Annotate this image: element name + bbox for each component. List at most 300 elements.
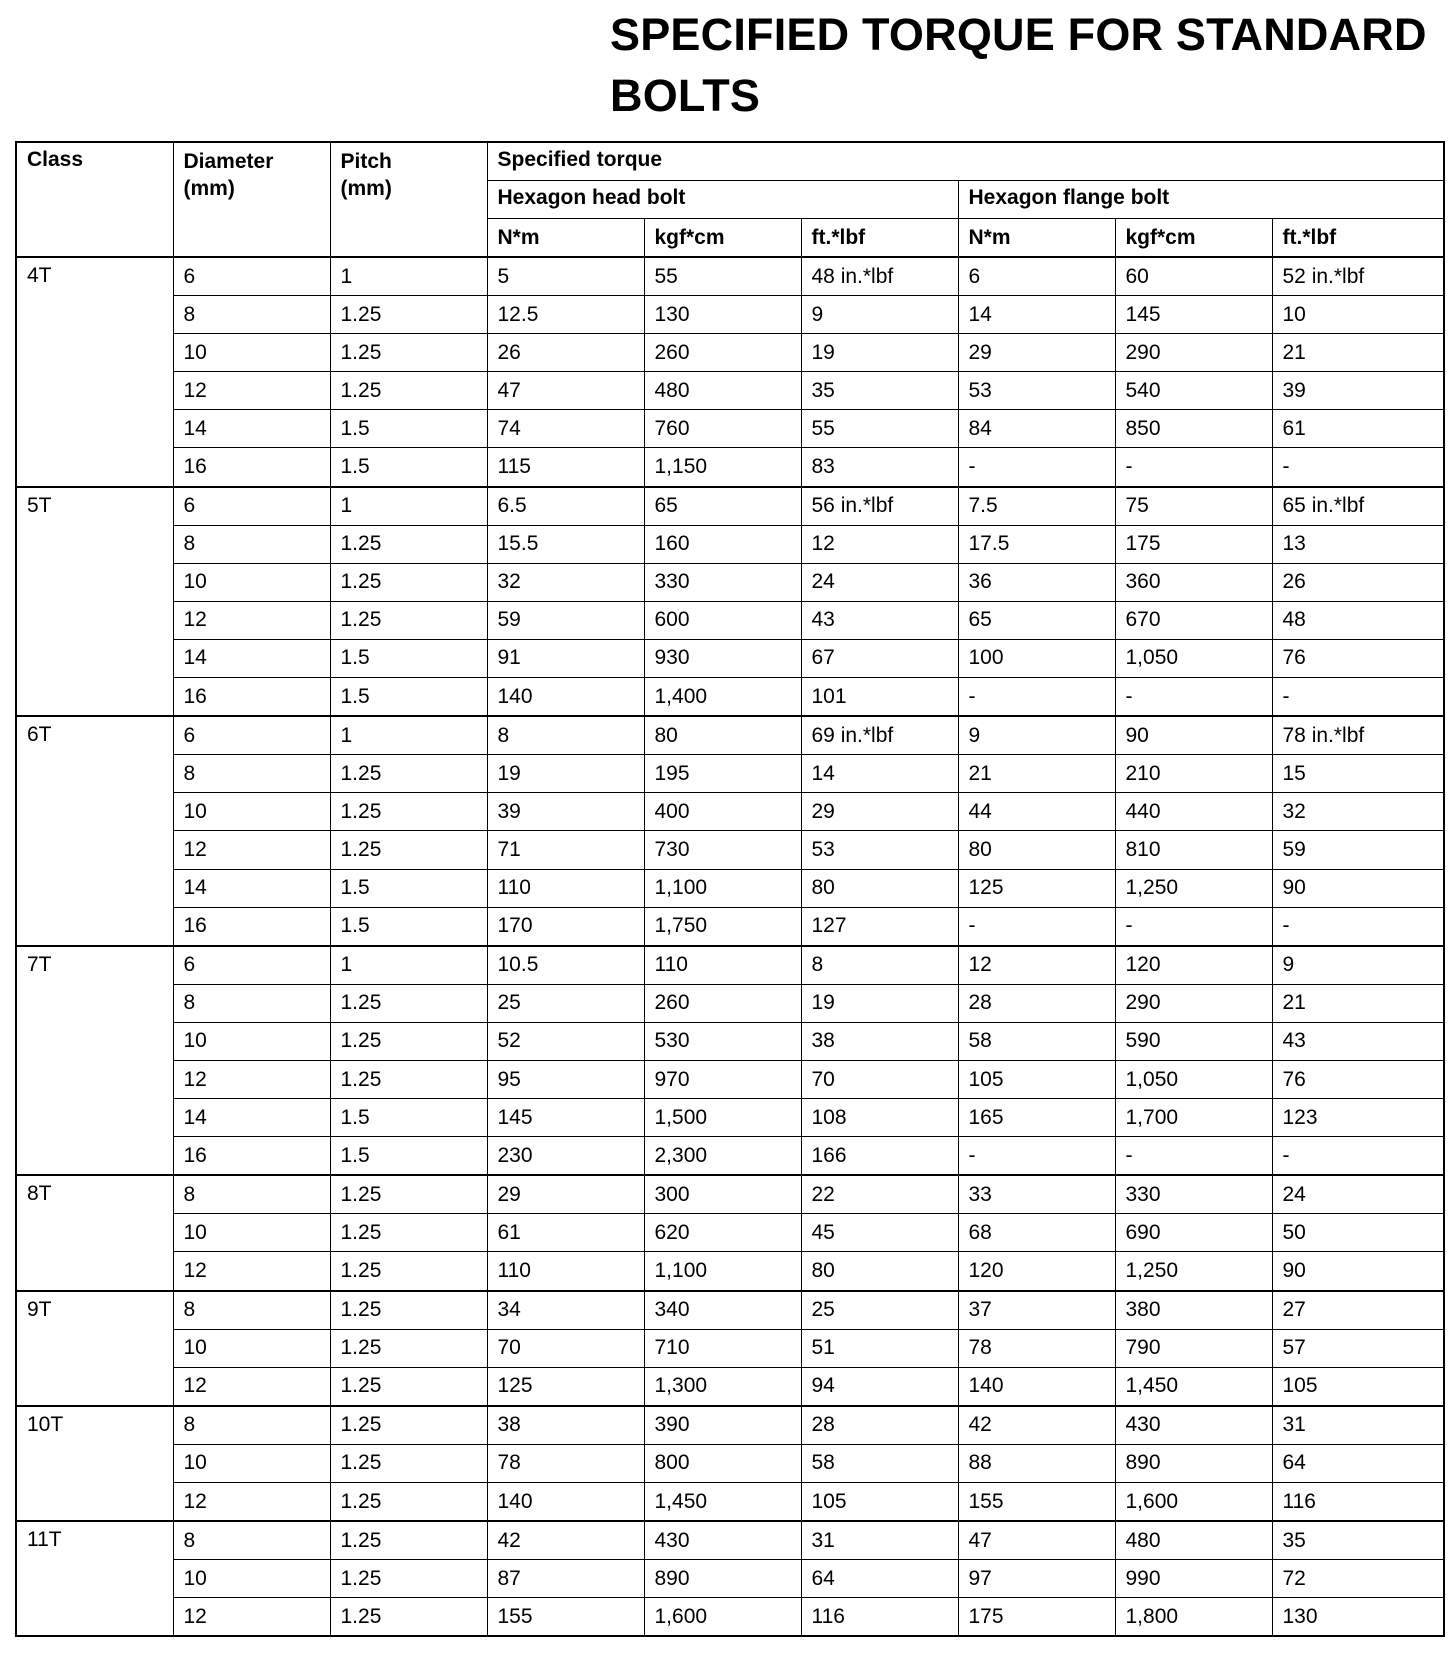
diameter-cell: 6	[173, 257, 330, 296]
flange-nm-cell: 78	[958, 1329, 1115, 1367]
flange-ftlbf-cell: 26	[1272, 563, 1444, 601]
head-nm-cell: 47	[487, 372, 644, 410]
flange-nm-cell: 84	[958, 410, 1115, 448]
pitch-cell: 1.25	[330, 1252, 487, 1291]
pitch-cell: 1.25	[330, 984, 487, 1022]
head-kgfcm-cell: 1,450	[644, 1483, 801, 1522]
table-row	[16, 831, 1444, 869]
head-kgfcm-cell: 930	[644, 639, 801, 677]
diameter-cell: 12	[173, 831, 330, 869]
flange-ftlbf-cell: 9	[1272, 946, 1444, 985]
flange-kgfcm-cell: 75	[1115, 487, 1272, 526]
flange-kgfcm-cell: 480	[1115, 1521, 1272, 1560]
flange-ftlbf-cell: 123	[1272, 1099, 1444, 1137]
pitch-cell: 1.5	[330, 448, 487, 487]
flange-nm-cell: 140	[958, 1367, 1115, 1406]
diameter-cell: 12	[173, 601, 330, 639]
flange-kgfcm-cell: 690	[1115, 1214, 1272, 1252]
head-kgfcm-cell: 330	[644, 563, 801, 601]
class-cell: 9T	[16, 1291, 173, 1406]
pitch-cell: 1.25	[330, 1483, 487, 1522]
head-kgfcm-cell: 300	[644, 1175, 801, 1214]
flange-kgfcm-cell: 990	[1115, 1560, 1272, 1598]
pitch-cell: 1.25	[330, 755, 487, 793]
flange-nm-cell: 14	[958, 296, 1115, 334]
table-row	[16, 678, 1444, 717]
pitch-cell: 1.25	[330, 1598, 487, 1637]
head-nm-cell: 39	[487, 793, 644, 831]
diameter-cell: 8	[173, 984, 330, 1022]
table-row	[16, 448, 1444, 487]
table-row	[16, 257, 1444, 296]
flange-kgfcm-cell: 1,800	[1115, 1598, 1272, 1637]
head-kgfcm-cell: 1,100	[644, 1252, 801, 1291]
table-row	[16, 1483, 1444, 1522]
flange-ftlbf-cell: 90	[1272, 869, 1444, 907]
table-row	[16, 639, 1444, 677]
pitch-cell: 1.5	[330, 678, 487, 717]
head-kgfcm-cell: 890	[644, 1560, 801, 1598]
flange-nm-cell: 12	[958, 946, 1115, 985]
pitch-cell: 1.5	[330, 639, 487, 677]
table-row	[16, 525, 1444, 563]
head-nm-cell: 59	[487, 601, 644, 639]
pitch-cell: 1.25	[330, 831, 487, 869]
pitch-cell: 1.25	[330, 601, 487, 639]
diameter-cell: 8	[173, 296, 330, 334]
head-ftlbf-cell: 69 in.*lbf	[801, 716, 958, 755]
pitch-cell: 1.5	[330, 1099, 487, 1137]
flange-ftlbf-cell: -	[1272, 448, 1444, 487]
head-nm-cell: 42	[487, 1521, 644, 1560]
head-ftlbf-cell: 31	[801, 1521, 958, 1560]
flange-ftlbf-cell: 52 in.*lbf	[1272, 257, 1444, 296]
flange-nm-cell: 42	[958, 1406, 1115, 1445]
head-kgfcm-cell: 160	[644, 525, 801, 563]
flange-nm-cell: 165	[958, 1099, 1115, 1137]
table-row	[16, 410, 1444, 448]
head-ftlbf-cell: 48 in.*lbf	[801, 257, 958, 296]
flange-ftlbf-cell: 31	[1272, 1406, 1444, 1445]
table-row	[16, 869, 1444, 907]
header-pitch-label: Pitch	[340, 150, 392, 173]
head-kgfcm-cell: 710	[644, 1329, 801, 1367]
diameter-cell: 8	[173, 1291, 330, 1330]
flange-ftlbf-cell: -	[1272, 1137, 1444, 1176]
diameter-cell: 6	[173, 487, 330, 526]
flange-nm-cell: -	[958, 448, 1115, 487]
head-nm-cell: 52	[487, 1022, 644, 1060]
flange-nm-cell: 28	[958, 984, 1115, 1022]
class-group-4t	[16, 257, 1444, 487]
flange-nm-cell: 120	[958, 1252, 1115, 1291]
pitch-cell: 1	[330, 257, 487, 296]
diameter-cell: 12	[173, 1367, 330, 1406]
flange-kgfcm-cell: 670	[1115, 601, 1272, 639]
diameter-cell: 12	[173, 372, 330, 410]
flange-kgfcm-cell: 590	[1115, 1022, 1272, 1060]
head-nm-cell: 29	[487, 1175, 644, 1214]
flange-ftlbf-cell: 32	[1272, 793, 1444, 831]
flange-nm-cell: 21	[958, 755, 1115, 793]
diameter-cell: 12	[173, 1060, 330, 1098]
head-nm-cell: 78	[487, 1444, 644, 1482]
head-ftlbf-cell: 8	[801, 946, 958, 985]
head-ftlbf-cell: 116	[801, 1598, 958, 1637]
head-kgfcm-cell: 400	[644, 793, 801, 831]
class-cell: 8T	[16, 1175, 173, 1290]
head-nm-cell: 10.5	[487, 946, 644, 985]
diameter-cell: 16	[173, 448, 330, 487]
pitch-cell: 1	[330, 946, 487, 985]
head-kgfcm-cell: 390	[644, 1406, 801, 1445]
head-nm-cell: 19	[487, 755, 644, 793]
flange-kgfcm-cell: 90	[1115, 716, 1272, 755]
head-nm-cell: 32	[487, 563, 644, 601]
diameter-cell: 12	[173, 1598, 330, 1637]
pitch-cell: 1.25	[330, 525, 487, 563]
class-group-9t	[16, 1291, 1444, 1406]
head-nm-cell: 34	[487, 1291, 644, 1330]
header-pitch-unit: (mm)	[340, 177, 392, 200]
table-row	[16, 1214, 1444, 1252]
diameter-cell: 10	[173, 334, 330, 372]
header-hexagon-head-bolt: Hexagon head bolt	[487, 181, 958, 219]
header-unit-head-kgfcm: kgf*cm	[644, 219, 801, 258]
flange-nm-cell: 58	[958, 1022, 1115, 1060]
pitch-cell: 1.25	[330, 372, 487, 410]
pitch-cell: 1.25	[330, 1521, 487, 1560]
table-row	[16, 946, 1444, 985]
flange-nm-cell: 80	[958, 831, 1115, 869]
pitch-cell: 1.25	[330, 563, 487, 601]
flange-nm-cell: 88	[958, 1444, 1115, 1482]
flange-ftlbf-cell: 48	[1272, 601, 1444, 639]
head-kgfcm-cell: 2,300	[644, 1137, 801, 1176]
flange-ftlbf-cell: 15	[1272, 755, 1444, 793]
flange-nm-cell: 175	[958, 1598, 1115, 1637]
flange-kgfcm-cell: 380	[1115, 1291, 1272, 1330]
flange-kgfcm-cell: 790	[1115, 1329, 1272, 1367]
head-kgfcm-cell: 620	[644, 1214, 801, 1252]
flange-nm-cell: 105	[958, 1060, 1115, 1098]
table-row	[16, 1175, 1444, 1214]
table-row	[16, 1022, 1444, 1060]
flange-kgfcm-cell: 145	[1115, 296, 1272, 334]
flange-ftlbf-cell: -	[1272, 907, 1444, 946]
flange-kgfcm-cell: 330	[1115, 1175, 1272, 1214]
head-kgfcm-cell: 800	[644, 1444, 801, 1482]
table-row	[16, 984, 1444, 1022]
diameter-cell: 10	[173, 1214, 330, 1252]
head-ftlbf-cell: 64	[801, 1560, 958, 1598]
flange-kgfcm-cell: 540	[1115, 372, 1272, 410]
flange-kgfcm-cell: 360	[1115, 563, 1272, 601]
pitch-cell: 1.25	[330, 1291, 487, 1330]
flange-kgfcm-cell: 290	[1115, 984, 1272, 1022]
pitch-cell: 1.25	[330, 1406, 487, 1445]
head-ftlbf-cell: 19	[801, 334, 958, 372]
head-ftlbf-cell: 83	[801, 448, 958, 487]
head-kgfcm-cell: 1,150	[644, 448, 801, 487]
head-ftlbf-cell: 58	[801, 1444, 958, 1482]
flange-kgfcm-cell: -	[1115, 448, 1272, 487]
head-ftlbf-cell: 80	[801, 1252, 958, 1291]
header-hexagon-flange-bolt: Hexagon flange bolt	[958, 181, 1444, 219]
diameter-cell: 14	[173, 639, 330, 677]
flange-nm-cell: 44	[958, 793, 1115, 831]
diameter-cell: 10	[173, 1560, 330, 1598]
diameter-cell: 8	[173, 1406, 330, 1445]
pitch-cell: 1.25	[330, 1060, 487, 1098]
diameter-cell: 8	[173, 1175, 330, 1214]
flange-kgfcm-cell: 120	[1115, 946, 1272, 985]
table-row	[16, 755, 1444, 793]
flange-kgfcm-cell: 1,050	[1115, 639, 1272, 677]
table-row	[16, 1406, 1444, 1445]
table-row	[16, 1252, 1444, 1291]
head-kgfcm-cell: 480	[644, 372, 801, 410]
flange-ftlbf-cell: 57	[1272, 1329, 1444, 1367]
head-nm-cell: 155	[487, 1598, 644, 1637]
pitch-cell: 1.5	[330, 410, 487, 448]
head-ftlbf-cell: 9	[801, 296, 958, 334]
head-ftlbf-cell: 80	[801, 869, 958, 907]
table-row	[16, 563, 1444, 601]
head-nm-cell: 110	[487, 869, 644, 907]
table-row	[16, 1137, 1444, 1176]
flange-nm-cell: 155	[958, 1483, 1115, 1522]
flange-ftlbf-cell: 35	[1272, 1521, 1444, 1560]
flange-ftlbf-cell: 78 in.*lbf	[1272, 716, 1444, 755]
table-row	[16, 1329, 1444, 1367]
flange-ftlbf-cell: 13	[1272, 525, 1444, 563]
head-nm-cell: 145	[487, 1099, 644, 1137]
flange-ftlbf-cell: 90	[1272, 1252, 1444, 1291]
header-pitch	[330, 142, 487, 257]
flange-kgfcm-cell: 890	[1115, 1444, 1272, 1482]
flange-kgfcm-cell: -	[1115, 678, 1272, 717]
class-cell: 7T	[16, 946, 173, 1176]
table-header	[16, 142, 1444, 257]
flange-ftlbf-cell: 59	[1272, 831, 1444, 869]
head-kgfcm-cell: 760	[644, 410, 801, 448]
flange-nm-cell: 97	[958, 1560, 1115, 1598]
head-ftlbf-cell: 38	[801, 1022, 958, 1060]
diameter-cell: 10	[173, 563, 330, 601]
pitch-cell: 1.25	[330, 1367, 487, 1406]
diameter-cell: 14	[173, 869, 330, 907]
diameter-cell: 12	[173, 1483, 330, 1522]
table-row	[16, 1560, 1444, 1598]
head-kgfcm-cell: 1,300	[644, 1367, 801, 1406]
flange-nm-cell: -	[958, 678, 1115, 717]
flange-ftlbf-cell: 64	[1272, 1444, 1444, 1482]
head-kgfcm-cell: 195	[644, 755, 801, 793]
flange-nm-cell: 17.5	[958, 525, 1115, 563]
flange-kgfcm-cell: 210	[1115, 755, 1272, 793]
flange-nm-cell: -	[958, 907, 1115, 946]
header-unit-head-nm: N*m	[487, 219, 644, 258]
header-diameter-label: Diameter	[183, 150, 274, 173]
head-nm-cell: 38	[487, 1406, 644, 1445]
pitch-cell: 1.25	[330, 1214, 487, 1252]
head-kgfcm-cell: 730	[644, 831, 801, 869]
header-diameter	[173, 142, 330, 257]
head-nm-cell: 95	[487, 1060, 644, 1098]
flange-nm-cell: 68	[958, 1214, 1115, 1252]
flange-ftlbf-cell: 43	[1272, 1022, 1444, 1060]
head-kgfcm-cell: 530	[644, 1022, 801, 1060]
head-kgfcm-cell: 970	[644, 1060, 801, 1098]
pitch-cell: 1.25	[330, 793, 487, 831]
table-row	[16, 1291, 1444, 1330]
table-row	[16, 1060, 1444, 1098]
header-class: Class	[16, 142, 173, 257]
flange-ftlbf-cell: 24	[1272, 1175, 1444, 1214]
table-row	[16, 1367, 1444, 1406]
flange-kgfcm-cell: 1,700	[1115, 1099, 1272, 1137]
head-ftlbf-cell: 12	[801, 525, 958, 563]
flange-ftlbf-cell: 116	[1272, 1483, 1444, 1522]
flange-kgfcm-cell: 1,600	[1115, 1483, 1272, 1522]
head-ftlbf-cell: 56 in.*lbf	[801, 487, 958, 526]
head-ftlbf-cell: 22	[801, 1175, 958, 1214]
flange-nm-cell: 29	[958, 334, 1115, 372]
head-ftlbf-cell: 14	[801, 755, 958, 793]
head-ftlbf-cell: 108	[801, 1099, 958, 1137]
class-group-7t	[16, 946, 1444, 1176]
header-unit-flange-kgfcm: kgf*cm	[1115, 219, 1272, 258]
flange-ftlbf-cell: 105	[1272, 1367, 1444, 1406]
head-kgfcm-cell: 80	[644, 716, 801, 755]
diameter-cell: 14	[173, 1099, 330, 1137]
class-group-11t	[16, 1521, 1444, 1636]
head-nm-cell: 230	[487, 1137, 644, 1176]
class-cell: 11T	[16, 1521, 173, 1636]
flange-ftlbf-cell: 10	[1272, 296, 1444, 334]
head-ftlbf-cell: 53	[801, 831, 958, 869]
flange-kgfcm-cell: 430	[1115, 1406, 1272, 1445]
flange-kgfcm-cell: 810	[1115, 831, 1272, 869]
header-diameter-unit: (mm)	[183, 177, 235, 200]
header-unit-flange-ftlbf: ft.*lbf	[1272, 219, 1444, 258]
diameter-cell: 6	[173, 946, 330, 985]
flange-kgfcm-cell: 175	[1115, 525, 1272, 563]
pitch-cell: 1.25	[330, 1022, 487, 1060]
pitch-cell: 1	[330, 716, 487, 755]
head-kgfcm-cell: 340	[644, 1291, 801, 1330]
class-group-5t	[16, 487, 1444, 717]
head-ftlbf-cell: 70	[801, 1060, 958, 1098]
pitch-cell: 1.25	[330, 1329, 487, 1367]
flange-nm-cell: 37	[958, 1291, 1115, 1330]
diameter-cell: 12	[173, 1252, 330, 1291]
class-cell: 10T	[16, 1406, 173, 1521]
head-kgfcm-cell: 65	[644, 487, 801, 526]
diameter-cell: 6	[173, 716, 330, 755]
flange-kgfcm-cell: 1,450	[1115, 1367, 1272, 1406]
pitch-cell: 1	[330, 487, 487, 526]
diameter-cell: 8	[173, 755, 330, 793]
header-specified-torque: Specified torque	[487, 142, 1444, 181]
table-row	[16, 487, 1444, 526]
flange-kgfcm-cell: 290	[1115, 334, 1272, 372]
head-nm-cell: 12.5	[487, 296, 644, 334]
pitch-cell: 1.5	[330, 1137, 487, 1176]
head-nm-cell: 110	[487, 1252, 644, 1291]
head-nm-cell: 70	[487, 1329, 644, 1367]
head-nm-cell: 61	[487, 1214, 644, 1252]
flange-ftlbf-cell: 21	[1272, 984, 1444, 1022]
table-row	[16, 1444, 1444, 1482]
table-row	[16, 601, 1444, 639]
header-unit-flange-nm: N*m	[958, 219, 1115, 258]
class-cell: 6T	[16, 716, 173, 946]
diameter-cell: 16	[173, 907, 330, 946]
flange-nm-cell: 6	[958, 257, 1115, 296]
head-nm-cell: 25	[487, 984, 644, 1022]
flange-nm-cell: 33	[958, 1175, 1115, 1214]
pitch-cell: 1.25	[330, 1444, 487, 1482]
table-row	[16, 907, 1444, 946]
pitch-cell: 1.25	[330, 1175, 487, 1214]
flange-nm-cell: 53	[958, 372, 1115, 410]
head-kgfcm-cell: 110	[644, 946, 801, 985]
flange-ftlbf-cell: 72	[1272, 1560, 1444, 1598]
class-cell: 4T	[16, 257, 173, 487]
flange-ftlbf-cell: 50	[1272, 1214, 1444, 1252]
head-ftlbf-cell: 28	[801, 1406, 958, 1445]
table-row	[16, 372, 1444, 410]
flange-nm-cell: 36	[958, 563, 1115, 601]
flange-kgfcm-cell: 1,250	[1115, 869, 1272, 907]
head-ftlbf-cell: 45	[801, 1214, 958, 1252]
head-nm-cell: 8	[487, 716, 644, 755]
table-row	[16, 1521, 1444, 1560]
table-row	[16, 1598, 1444, 1637]
head-nm-cell: 5	[487, 257, 644, 296]
flange-nm-cell: 47	[958, 1521, 1115, 1560]
table-row	[16, 334, 1444, 372]
pitch-cell: 1.25	[330, 334, 487, 372]
head-ftlbf-cell: 94	[801, 1367, 958, 1406]
flange-ftlbf-cell: 76	[1272, 639, 1444, 677]
head-ftlbf-cell: 43	[801, 601, 958, 639]
diameter-cell: 16	[173, 678, 330, 717]
head-kgfcm-cell: 430	[644, 1521, 801, 1560]
head-kgfcm-cell: 260	[644, 334, 801, 372]
pitch-cell: 1.5	[330, 907, 487, 946]
diameter-cell: 10	[173, 1022, 330, 1060]
head-nm-cell: 125	[487, 1367, 644, 1406]
head-ftlbf-cell: 127	[801, 907, 958, 946]
head-ftlbf-cell: 105	[801, 1483, 958, 1522]
torque-table	[15, 141, 1445, 1637]
head-nm-cell: 71	[487, 831, 644, 869]
class-group-8t	[16, 1175, 1444, 1290]
diameter-cell: 8	[173, 1521, 330, 1560]
table-row	[16, 296, 1444, 334]
pitch-cell: 1.5	[330, 869, 487, 907]
head-nm-cell: 91	[487, 639, 644, 677]
head-nm-cell: 26	[487, 334, 644, 372]
page-title: SPECIFIED TORQUE FOR STANDARD BOLTS	[610, 9, 1427, 121]
diameter-cell: 10	[173, 1329, 330, 1367]
head-ftlbf-cell: 166	[801, 1137, 958, 1176]
head-kgfcm-cell: 130	[644, 296, 801, 334]
head-ftlbf-cell: 51	[801, 1329, 958, 1367]
